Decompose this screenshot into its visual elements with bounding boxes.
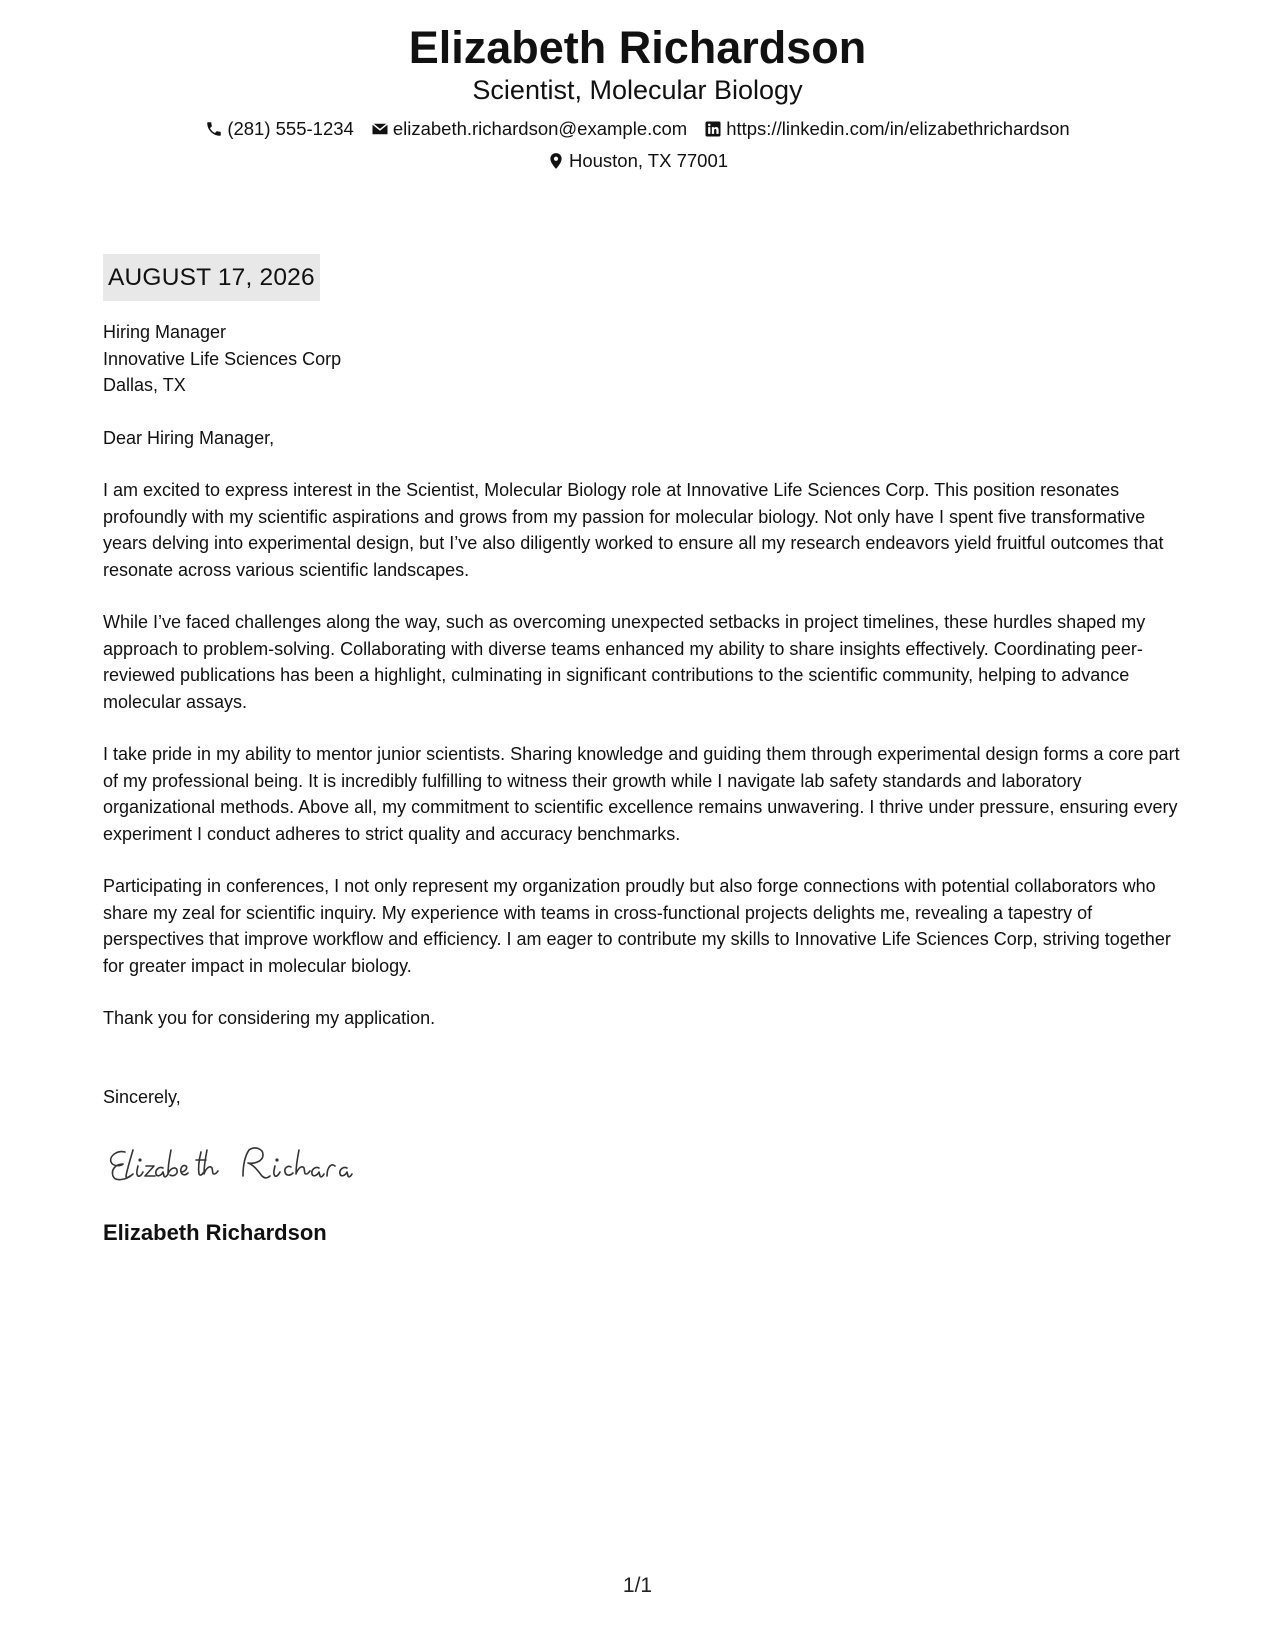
contact-info — [0, 113, 1275, 177]
location-text: Houston, TX 77001 — [568, 150, 729, 171]
letter-date: AUGUST 17, 2026 — [103, 254, 320, 301]
location-contact — [547, 145, 728, 177]
letterhead — [0, 22, 1275, 177]
recipient-line-3: Dallas, TX — [103, 375, 186, 395]
letter-body — [103, 319, 1183, 1246]
handwritten-signature — [103, 1140, 403, 1190]
paragraph-3: I take pride in my ability to mentor junior scientists. Sharing knowledge and guiding them through experimental design forms a core part of my professional being. It is incredibly fulfilling to witness their growth while I navigate lab safety standards and laboratory organizational methods. Above all, my commitment to scientific excellence remains unwavering. I thrive under pressure, ensuring every experiment I conduct adheres to strict quality and accuracy benchmarks. — [103, 744, 1180, 844]
paragraph-4: Participating in conferences, I not only represent my organization proudly but also forge connections with potential collaborators who share my zeal for scientific inquiry. My experience with teams in cross-functional projects delights me, revealing a tapestry of perspectives that improve workflow and efficiency. I am eager to contribute my skills to Innovative Life Sciences Corp, striving together for greater impact in molecular biology. — [103, 876, 1171, 976]
page-number: 1/1 — [622, 1574, 653, 1597]
closing: Sincerely, — [103, 1086, 181, 1107]
phone-text: (281) 555-1234 — [227, 118, 354, 139]
paragraph-5: Thank you for considering my application. — [103, 1008, 436, 1028]
applicant-name: Elizabeth Richardson — [408, 22, 867, 73]
signer-name: Elizabeth Richardson — [103, 1219, 327, 1245]
linkedin-icon — [704, 120, 722, 138]
applicant-title: Scientist, Molecular Biology — [472, 75, 803, 105]
email-contact[interactable] — [371, 113, 687, 145]
phone-contact[interactable] — [205, 113, 354, 145]
contact-row-2 — [0, 145, 1275, 177]
salutation: Dear Hiring Manager, — [103, 427, 275, 448]
envelope-icon — [371, 120, 389, 138]
paragraph-2: While I’ve faced challenges along the way, such as overcoming unexpected setbacks in project timelines, these hurdles shaped my approach to problem-solving. Collaborating with diverse teams enhanced my ability to share insights effectively. Coordinating peer-reviewed publications has been a highlight, culminating in significant contributions to the scientific community, helping to advance molecular assays. — [103, 612, 1146, 712]
contact-row-1 — [0, 113, 1275, 145]
recipient-block — [103, 319, 1183, 399]
recipient-line-1: Hiring Manager — [103, 322, 227, 342]
recipient-line-2: Innovative Life Sciences Corp — [103, 348, 342, 369]
linkedin-contact[interactable] — [704, 113, 1069, 145]
map-pin-icon — [547, 152, 565, 170]
paragraph-1: I am excited to express interest in the Scientist, Molecular Biology role at Innovative Life Sciences Corp. This position resonates profoundly with my scientific aspirations and grows from my passion for molecular biology. Not only have I spent five transformative years delving into experimental design, but I’ve also diligently worked to ensure all my research endeavors yield fruitful outcomes that resonate across various scientific landscapes. — [103, 480, 1164, 580]
email-text: elizabeth.richardson@example.com — [392, 118, 688, 139]
linkedin-text: https://linkedin.com/in/elizabethrichardson — [726, 118, 1070, 139]
phone-icon — [205, 120, 223, 138]
